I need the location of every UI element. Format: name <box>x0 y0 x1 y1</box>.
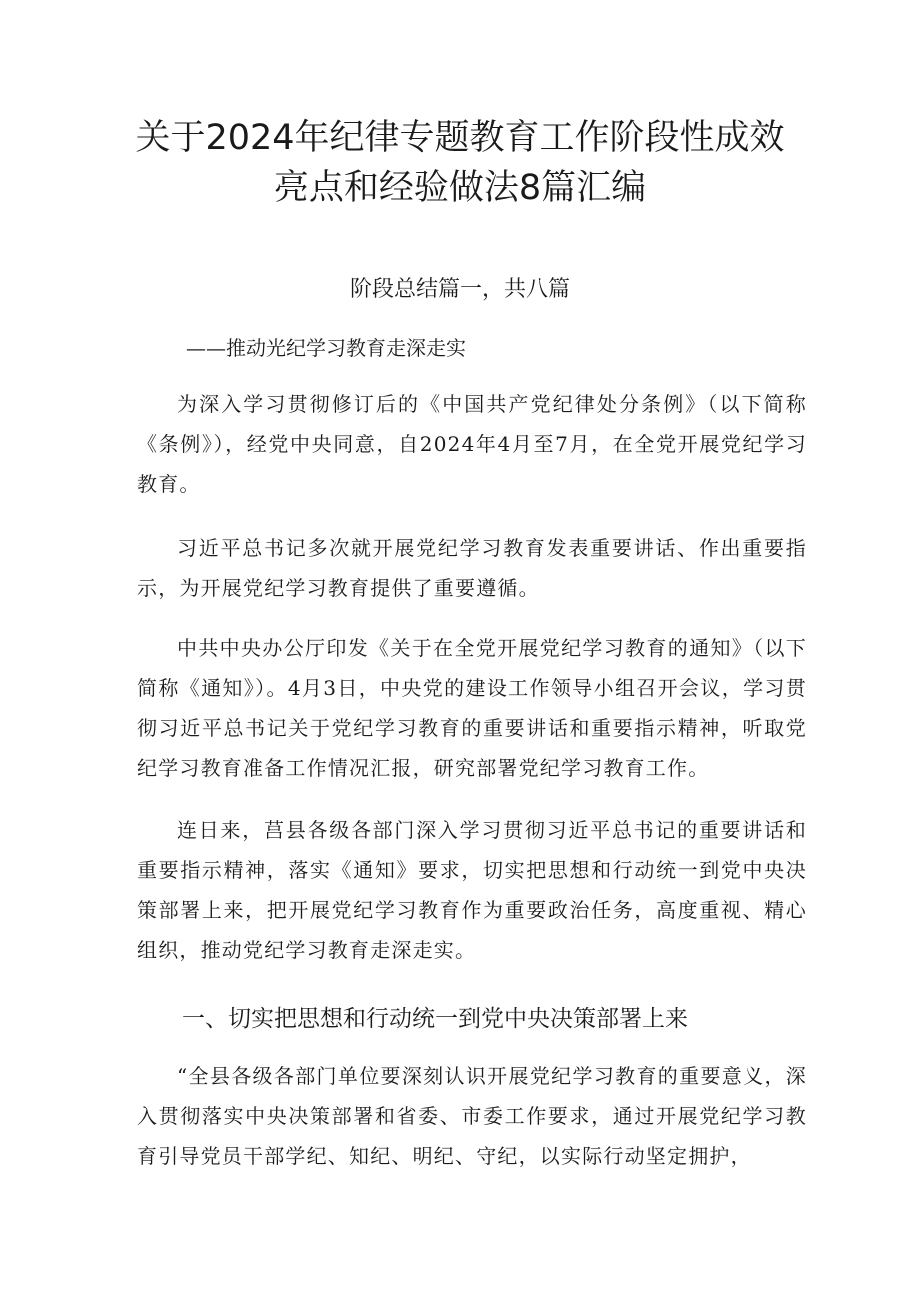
paragraph-3: 中共中央办公厅印发《关于在全党开展党纪学习教育的通知》（以下简称《通知》）。4月3日，中央党的建设工作领导小组召开会议，学习贯彻习近平总书记关于党纪学习教育的重要讲话和重要指示精神，听取党纪学习教育准备工作情况汇报，研究部署党纪学习教育工作。 <box>137 636 807 780</box>
section-subtitle: 阶段总结篇一，共八篇 <box>349 277 570 302</box>
paragraph-4: 连日来，莒县各级各部门深入学习贯彻习近平总书记的重要讲话和重要指示精神，落实《通知》要求，切实把思想和行动统一到党中央决策部署上来，把开展党纪学习教育作为重要政治任务，高度重视、精心组织，推动党纪学习教育走深走实。 <box>137 818 807 962</box>
paragraph-1: 为深入学习贯彻修订后的《中国共产党纪律处分条例》（以下简称《条例》），经党中央同意，自2024年4月至7月，在全党开展党纪学习教育。 <box>137 392 807 496</box>
section-heading-1: 一、切实把思想和行动统一到党中央决策部署上来 <box>182 1006 688 1032</box>
document-title-line-1: 关于2024年纪律专题教育工作阶段性成效 <box>135 118 785 158</box>
document-title-line-2: 亮点和经验做法8篇汇编 <box>273 168 647 208</box>
paragraph-2: 习近平总书记多次就开展党纪学习教育发表重要讲话、作出重要指示，为开展党纪学习教育提供了重要遵循。 <box>137 536 807 600</box>
subtitle-tagline: ——推动光纪学习教育走深走实 <box>186 336 466 360</box>
paragraph-5: “全县各级各部门单位要深刻认识开展党纪学习教育的重要意义，深入贯彻落实中央决策部署和省委、市委工作要求，通过开展党纪学习教育引导党员干部学纪、知纪、明纪、守纪，以实际行动坚定拥护， <box>137 1064 807 1168</box>
